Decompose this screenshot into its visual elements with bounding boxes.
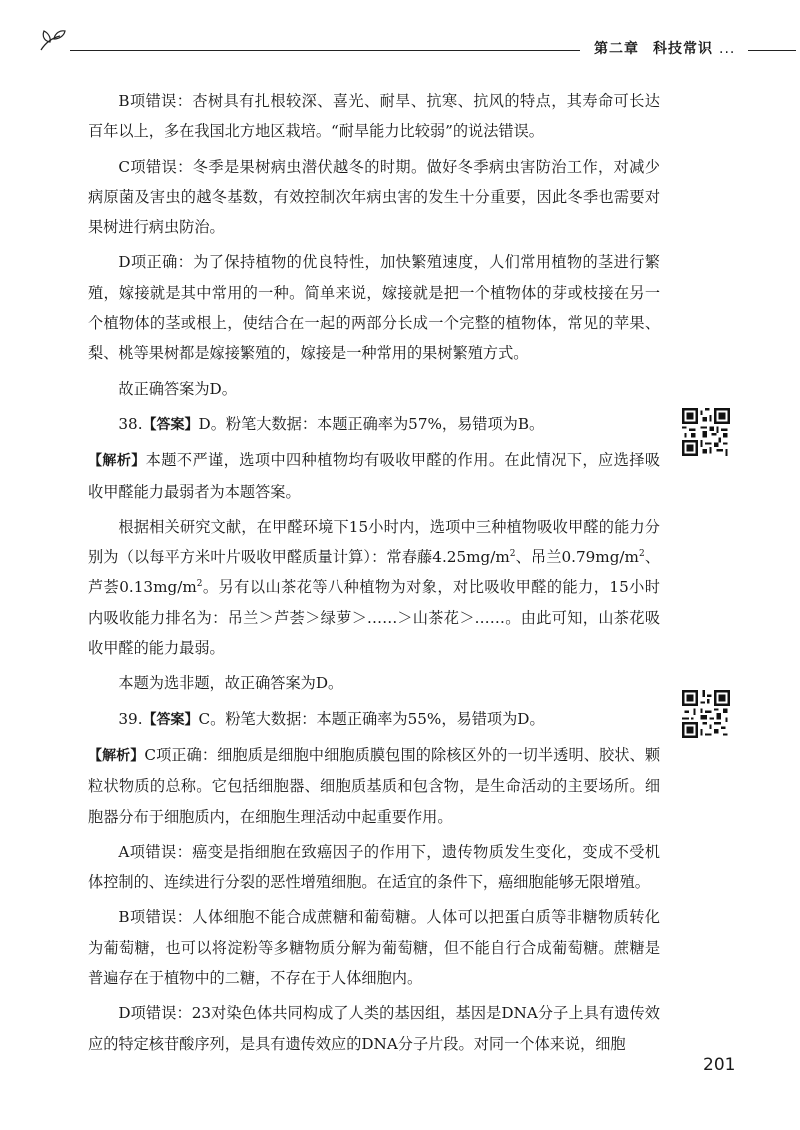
- analysis-39-tag: 【解析】: [88, 747, 145, 764]
- page-number: 201: [703, 1055, 736, 1075]
- q38-answer-text: D。粉笔大数据：本题正确率为57%，易错项为B。: [198, 414, 545, 433]
- answer-38-final: 本题为选非题，故正确答案为D。: [118, 674, 344, 693]
- research-text-d: 。另有以山茶花等八种植物为对象，对比吸收甲醛的能力，15小时内吸收能力排名为：吊兰＞芦荟＞绿萝＞……＞山茶花＞……。由此可知，山茶花吸收甲醛的能力最弱。: [88, 578, 660, 658]
- paragraph-d-grafting: D项正确：为了保持植物的优良特性，加快繁殖速度，人们常用植物的茎进行繁殖，嫁接就是其中常用的一种。简单来说，嫁接就是把一个植物体的芽或枝接在另一个植物体的茎或根上，使结合在一起的两部分长成一个完整的植物体，常见的苹果、梨、桃等果树都是嫁接繁殖的，嫁接是一种常用的果树繁殖方式。: [88, 253, 660, 363]
- research-text-c: 、芦荟0.13mg/m: [88, 548, 661, 597]
- q38-answer-tag: 【答案】: [142, 416, 199, 433]
- analysis-39-text: C项正确：细胞质是细胞中细胞质膜包围的除核区外的一切半透明、胶状、颗粒状物质的总称。它包括细胞器、细胞质基质和包含物，是生命活动的主要场所。细胞器分布于细胞质内，在细胞生理活动中起重要作用。: [88, 745, 661, 826]
- paragraph-b-apricot: B项错误：杏树具有扎根较深、喜光、耐旱、抗寒、抗风的特点，其寿命可长达百年以上，多在我国北方地区栽培。“耐旱能力比较弱”的说法错误。: [88, 92, 660, 141]
- answer-38: [88, 409, 660, 440]
- header-trail: ...: [719, 41, 736, 57]
- section-label: 科技常识: [653, 41, 713, 57]
- header-rule-right: [748, 50, 796, 51]
- answer-37: 故正确答案为D。: [118, 379, 237, 398]
- paragraph-a-cancer: A项错误：癌变是指细胞在致癌因子的作用下，遗传物质发生变化，变成不受机体控制的、连续进行分裂的恶性增殖细胞。在适宜的条件下，癌细胞能够无限增殖。: [88, 842, 660, 892]
- q39-answer-text: C。粉笔大数据：本题正确率为55%，易错项为D。: [198, 709, 545, 728]
- superscript: 2: [509, 549, 516, 560]
- page-body: [88, 86, 660, 1064]
- q39-number: 39.: [118, 709, 143, 728]
- analysis-39: [88, 740, 660, 832]
- qr-code-icon[interactable]: [682, 690, 730, 738]
- qr-code-icon[interactable]: [682, 408, 730, 456]
- header-rule-left: [70, 50, 580, 51]
- paragraph-c-winter: C项错误：冬季是果树病虫潜伏越冬的时期。做好冬季病虫害防治工作，对减少病原菌及害虫的越冬基数，有效控制次年病虫害的发生十分重要，因此冬季也需要对果树进行病虫防治。: [88, 157, 660, 237]
- paragraph-d-genome: D项错误：23对染色体共同构成了人类的基因组，基因是DNA分子上具有遗传效应的特定核苷酸序列，是具有遗传效应的DNA分子片段。对同一个体来说，细胞: [88, 1004, 660, 1053]
- analysis-38-tag: 【解析】: [88, 453, 146, 470]
- chapter-label: 第二章: [594, 41, 639, 57]
- paragraph-b-sugar: B项错误：人体细胞不能合成蔗糖和葡萄糖。人体可以把蛋白质等非糖物质转化为葡萄糖，也可以将淀粉等多糖物质分解为葡萄糖，但不能自行合成葡萄糖。蔗糖是普遍存在于植物中的二糖，不存在于人体细胞内。: [88, 908, 660, 988]
- leaf-icon: [38, 28, 68, 58]
- superscript: 2: [638, 549, 645, 560]
- chapter-title: [594, 38, 735, 58]
- research-text-a: 根据相关研究文献，在甲醛环境下15小时内，选项中三种植物吸收甲醛的能力分别为（以每平方米叶片吸收甲醛质量计算）：常春藤4.25mg/m: [88, 517, 660, 567]
- superscript: 2: [196, 579, 203, 590]
- q39-answer-tag: 【答案】: [142, 711, 199, 728]
- page-header: [0, 0, 800, 70]
- research-text-b: 、吊兰0.79mg/m: [515, 548, 639, 567]
- analysis-38: [88, 445, 660, 507]
- research-paragraph: [88, 512, 660, 663]
- q38-number: 38.: [118, 414, 143, 433]
- analysis-38-text: 本题不严谨，选项中四种植物均有吸收甲醛的作用。在此情况下，应选择吸收甲醛能力最弱者为本题答案。: [88, 451, 661, 501]
- answer-39: [88, 704, 660, 735]
